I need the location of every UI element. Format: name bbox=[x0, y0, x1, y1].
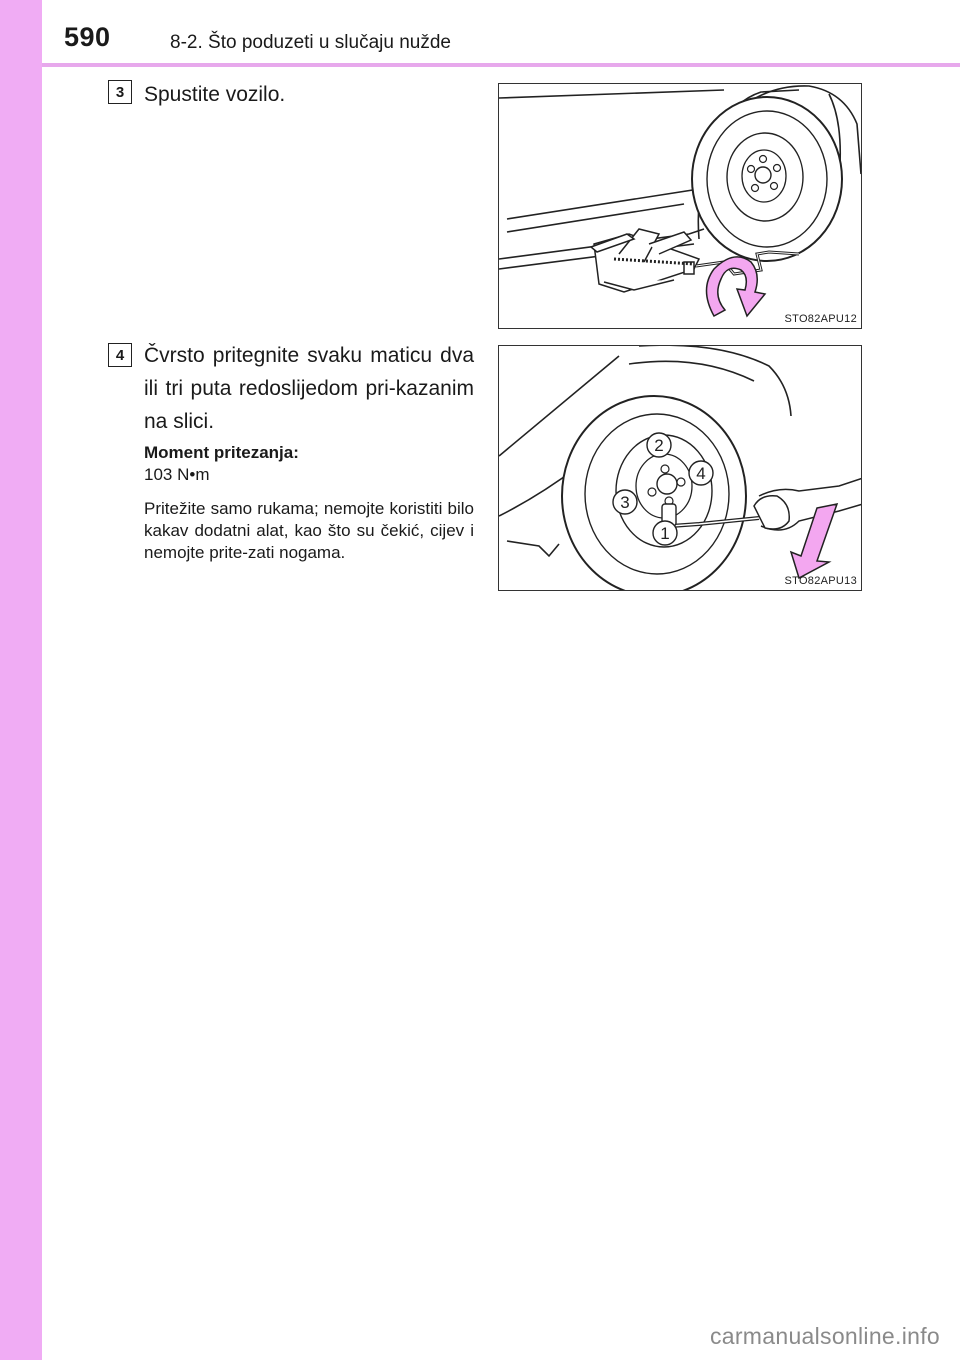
nut-label-3: 3 bbox=[620, 493, 630, 512]
figure-code: STO82APU13 bbox=[784, 575, 857, 587]
page-number: 590 bbox=[64, 22, 111, 52]
torque-spec bbox=[144, 442, 474, 486]
step-4-badge: 4 bbox=[108, 343, 132, 367]
nut-label-1: 1 bbox=[660, 524, 670, 543]
figure-lower-vehicle bbox=[498, 83, 862, 329]
nut-tightening-illustration bbox=[499, 346, 862, 591]
jack-lowering-illustration bbox=[499, 84, 862, 329]
tightening-note: Pritežite samo rukama; nemojte koristiti bilo kakav dodatni alat, kao što su čekić, cijev i nemojte prite-zati nogama. bbox=[144, 499, 474, 562]
header-divider bbox=[42, 63, 960, 67]
chapter-side-tab bbox=[0, 0, 42, 1360]
figure-code: STO82APU12 bbox=[784, 313, 857, 325]
nut-label-4: 4 bbox=[696, 464, 706, 483]
figure-tighten-nuts bbox=[498, 345, 862, 591]
watermark: carmanualsonline.info bbox=[709, 1323, 940, 1349]
chapter-title: 8-2. Što poduzeti u slučaju nužde bbox=[170, 32, 451, 53]
torque-label: Moment pritezanja: bbox=[144, 443, 299, 462]
nut-label-2: 2 bbox=[654, 436, 664, 455]
torque-value: 103 N•m bbox=[144, 465, 210, 484]
step-4-text: Čvrsto pritegnite svaku maticu dva ili tri puta redoslijedom pri-kazanim na slici. bbox=[144, 344, 474, 433]
step-3-text: Spustite vozilo. bbox=[144, 83, 286, 106]
step-3-badge: 3 bbox=[108, 80, 132, 104]
